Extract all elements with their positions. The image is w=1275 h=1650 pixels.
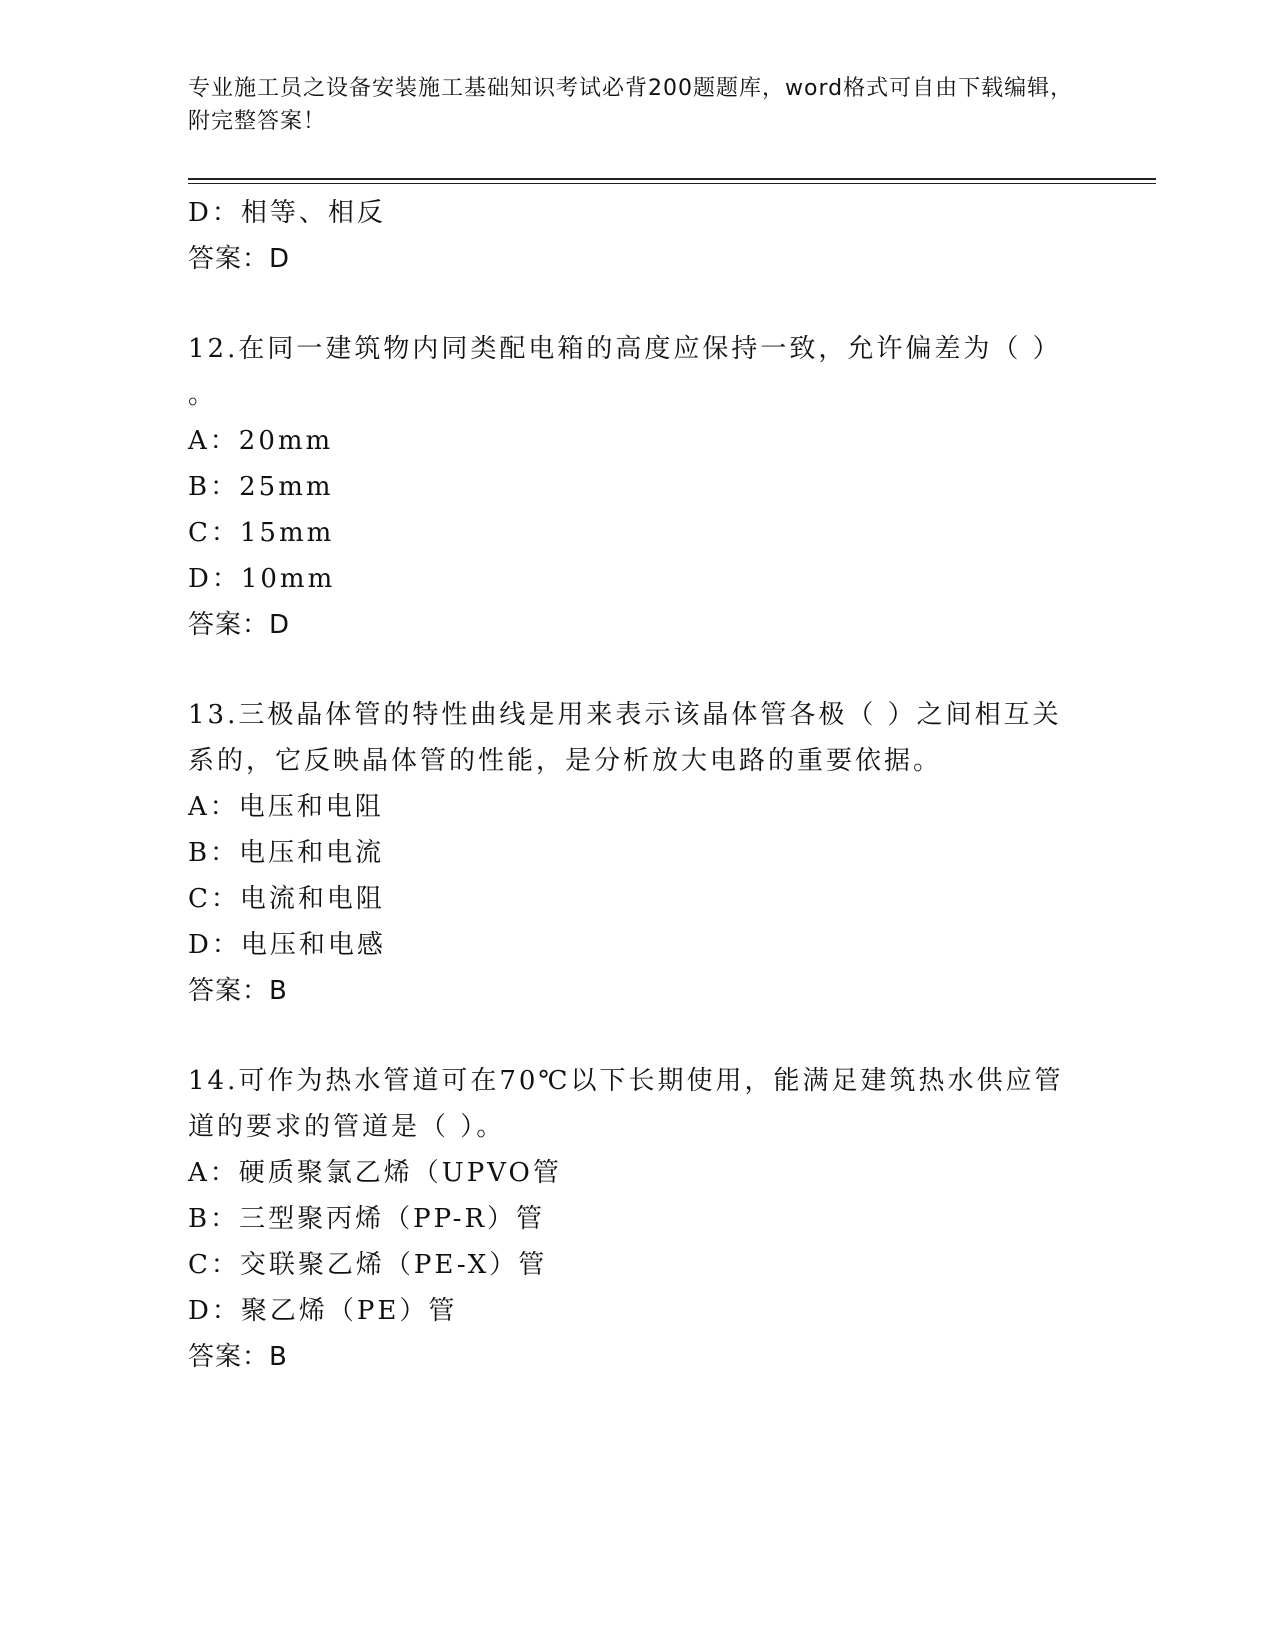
question-text-end: 。 <box>188 380 218 410</box>
question-11-fragment <box>188 190 1088 282</box>
option-d: D：10mm <box>188 564 336 594</box>
option-b: B：电压和电流 <box>188 838 385 868</box>
option-c: C：15mm <box>188 518 335 548</box>
option-d: D：电压和电感 <box>188 930 386 960</box>
spacer <box>188 1014 1088 1058</box>
question-text: 13.三极晶体管的特性曲线是用来表示该晶体管各极（ ）之间相互关系的，它反映晶体管的性能，是分析放大电路的重要依据。 <box>188 700 1062 776</box>
option-c: C：电流和电阻 <box>188 884 385 914</box>
question-12 <box>188 326 1088 648</box>
answer-line: 答案：B <box>188 976 288 1006</box>
answer-line: 答案：D <box>188 244 291 274</box>
option-c: C：交联聚乙烯（PE-X）管 <box>188 1250 548 1280</box>
option-d: D：聚乙烯（PE）管 <box>188 1296 458 1326</box>
option-b: B：三型聚丙烯（PP-R）管 <box>188 1204 546 1234</box>
option-d: D：相等、相反 <box>188 198 386 228</box>
document-header: 专业施工员之设备安装施工基础知识考试必背200题题库，word格式可自由下载编辑，附完整答案！ <box>188 76 1074 134</box>
question-text: 14.可作为热水管道可在70℃以下长期使用，能满足建筑热水供应管道的要求的管道是（ ）。 <box>188 1066 1064 1142</box>
question-14 <box>188 1058 1088 1380</box>
option-a: A：电压和电阻 <box>188 792 384 822</box>
header-divider-bottom <box>188 183 1156 184</box>
answer-line: 答案：B <box>188 1342 288 1372</box>
spacer <box>188 282 1088 326</box>
spacer <box>188 648 1088 692</box>
option-b: B：25mm <box>188 472 334 502</box>
question-text: 12.在同一建筑物内同类配电箱的高度应保持一致，允许偏差为（ ） <box>188 334 1062 364</box>
option-a: A：硬质聚氯乙烯（UPVO管 <box>188 1158 562 1188</box>
question-13 <box>188 692 1088 1014</box>
answer-line: 答案：D <box>188 610 291 640</box>
option-a: A：20mm <box>188 426 334 456</box>
header-divider-top <box>188 178 1156 180</box>
document-body <box>188 190 1088 1380</box>
